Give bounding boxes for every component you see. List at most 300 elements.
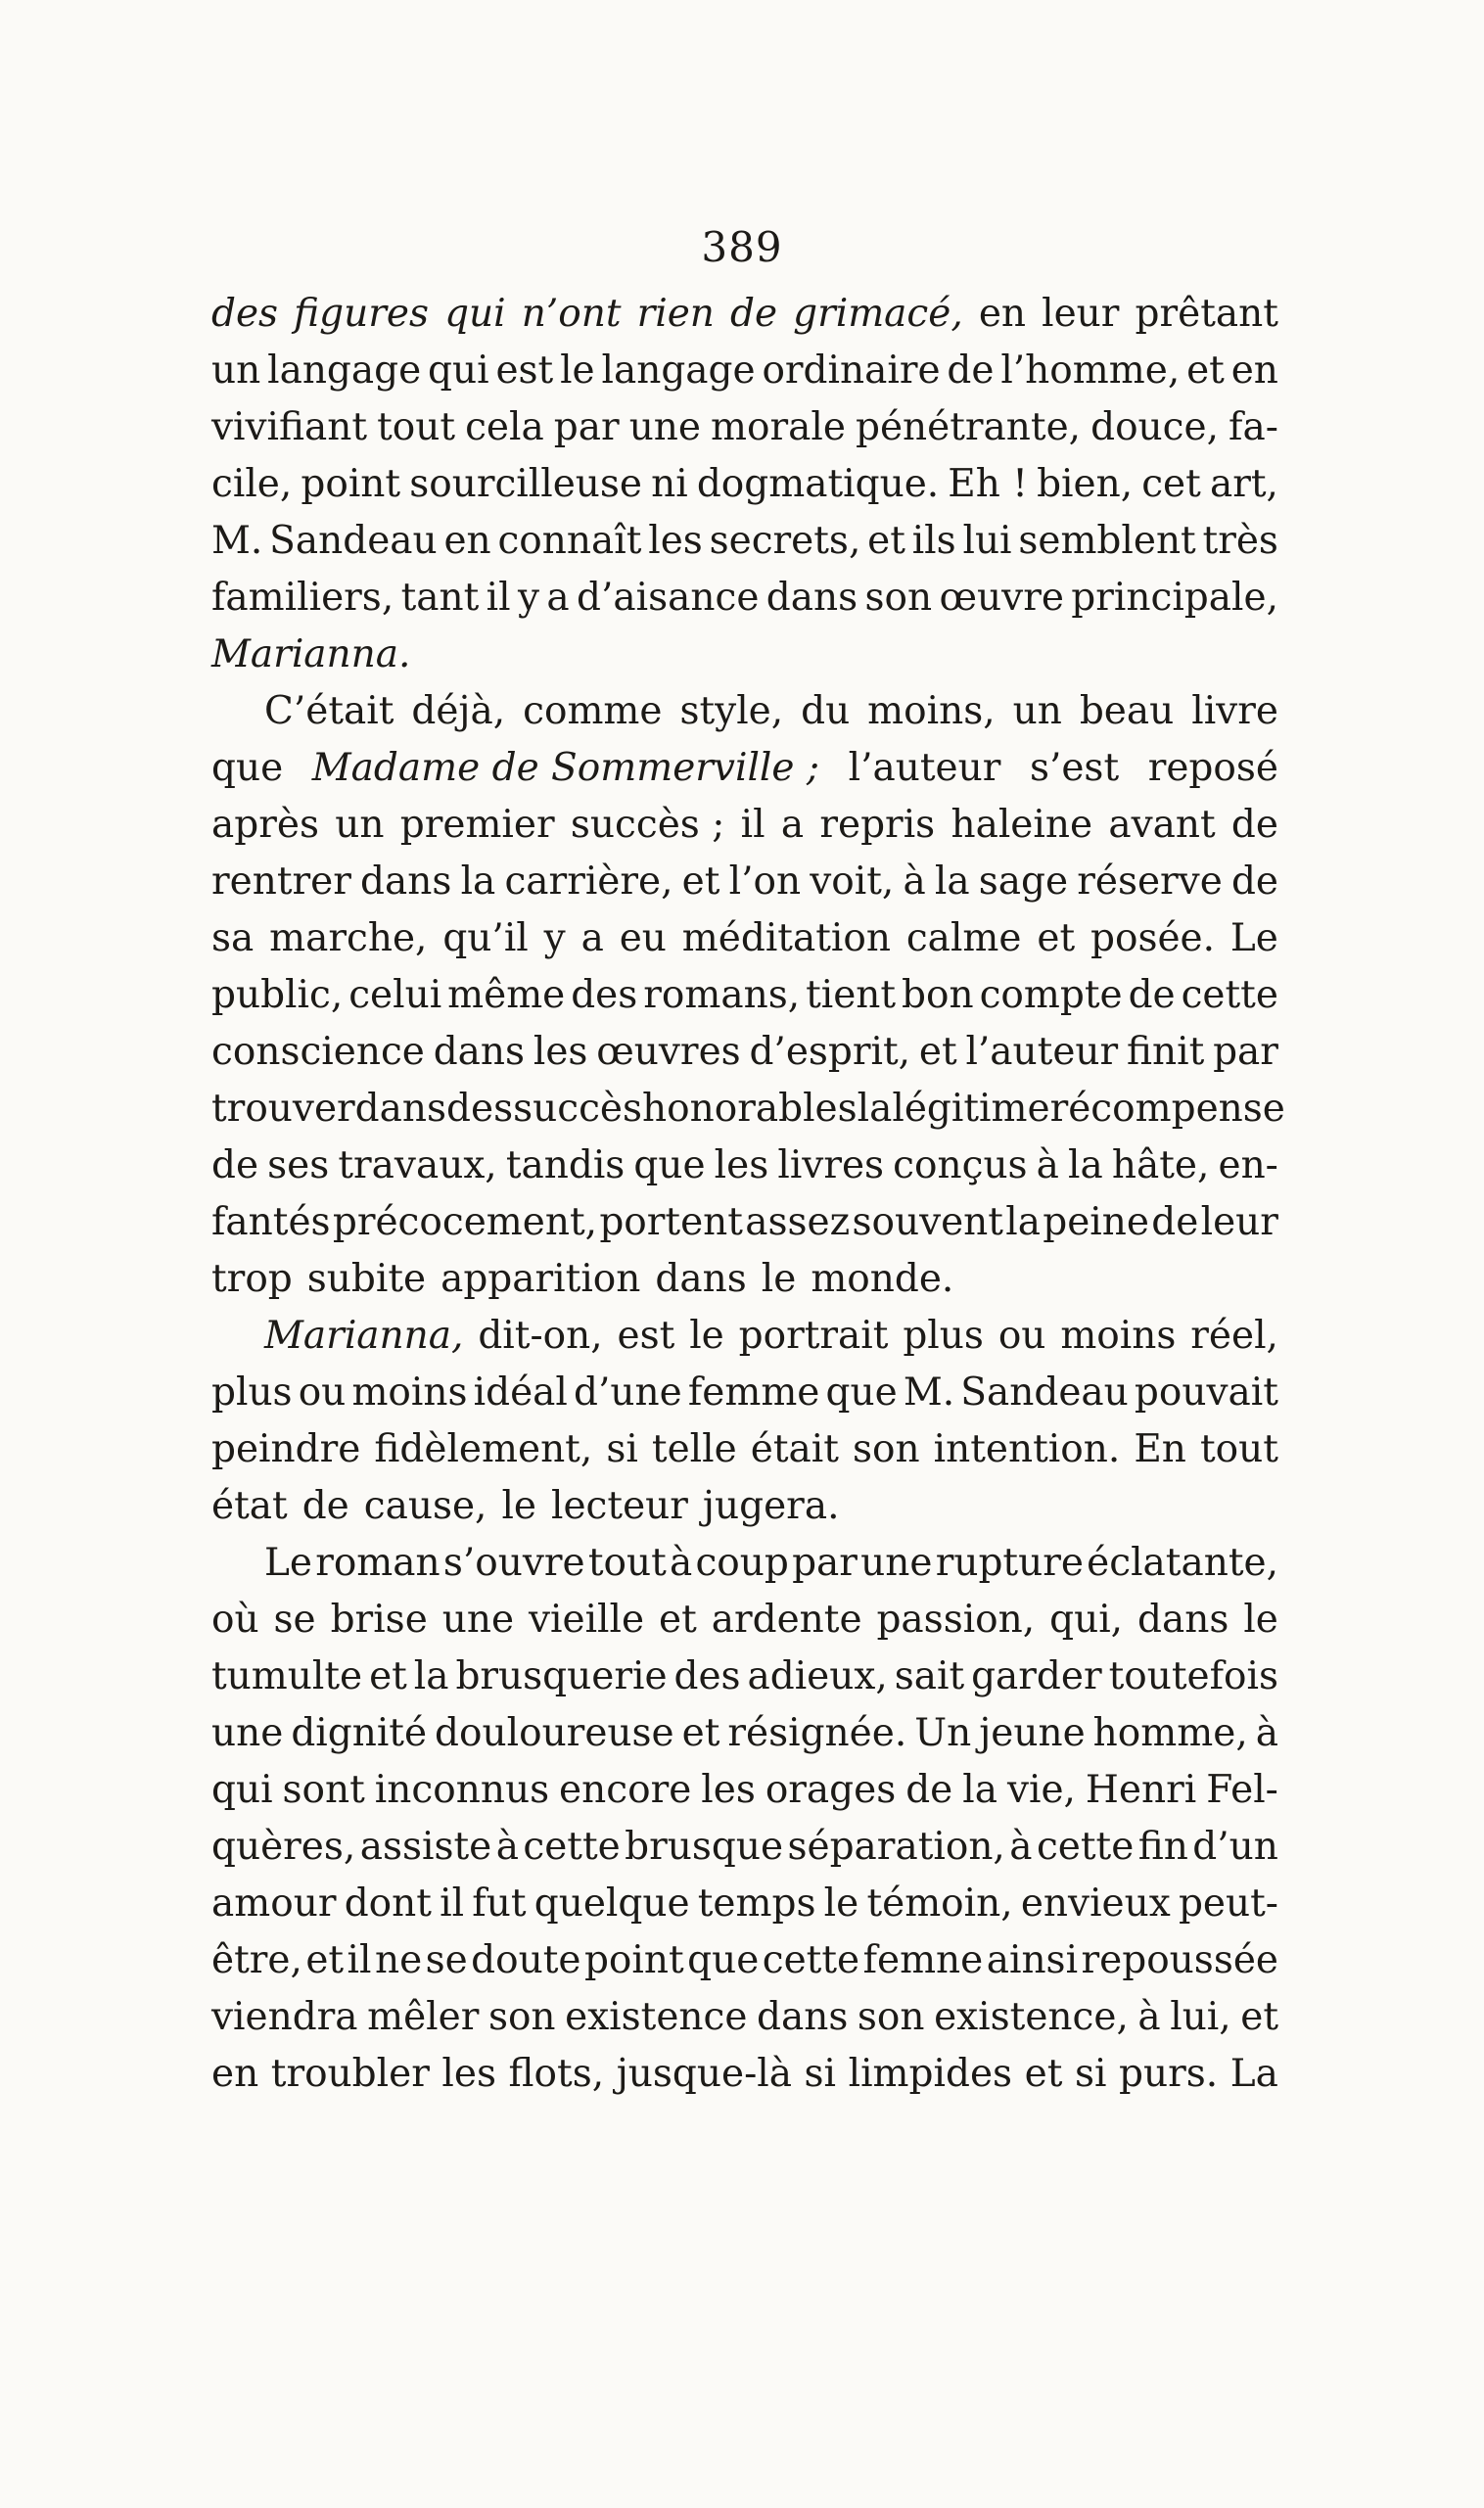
word: grimacé, [793, 292, 963, 336]
word: brusquerie [455, 1654, 668, 1698]
word: rupture [935, 1541, 1084, 1585]
word: en [978, 292, 1027, 336]
word: récompense [1049, 1087, 1285, 1131]
text-line [211, 1932, 1278, 1989]
word: Fel- [1206, 1768, 1278, 1812]
word: a [580, 916, 604, 960]
word: était [750, 1427, 839, 1471]
word: encore [559, 1768, 692, 1812]
word: toutefois [1108, 1654, 1278, 1698]
word: figures [294, 292, 429, 336]
text-line [211, 513, 1278, 570]
word: hâte, [1111, 1143, 1210, 1187]
word: connaît [497, 519, 642, 563]
word: et [918, 1030, 957, 1074]
word: sont [282, 1768, 365, 1812]
word: être, [211, 1938, 302, 1982]
word: fidèlement, [374, 1427, 593, 1471]
word: garder [971, 1654, 1102, 1698]
text-line [211, 1649, 1278, 1705]
word: peindre [211, 1427, 361, 1471]
word: assiste [359, 1825, 492, 1869]
word: les [714, 1143, 769, 1187]
word: limpides [848, 2052, 1013, 2096]
word: tant [400, 576, 480, 620]
word: M. [211, 519, 263, 563]
word: haleine [951, 803, 1093, 847]
word: finit [1127, 1030, 1205, 1074]
word: tout [587, 1541, 667, 1585]
word: de [947, 348, 995, 393]
word: plus [903, 1314, 984, 1358]
word: sait [894, 1654, 965, 1698]
word: livres [777, 1143, 885, 1187]
word: sage [978, 859, 1069, 904]
text-line [211, 1478, 1278, 1535]
word: la [1068, 1143, 1103, 1187]
word: et [1037, 916, 1076, 960]
word: en [443, 519, 491, 563]
word: dont [344, 1881, 432, 1926]
word: la [413, 1654, 449, 1698]
word: celui [348, 973, 442, 1017]
word: fut [472, 1881, 527, 1926]
word: sa [211, 916, 255, 960]
word: le [689, 1314, 724, 1358]
word: à [1009, 1825, 1033, 1869]
word: de [905, 1768, 953, 1812]
page-number: 389 [701, 223, 783, 271]
word: beau [1079, 689, 1175, 733]
word: la [934, 859, 970, 904]
text-line [211, 399, 1278, 456]
word: jusque-là [616, 2052, 792, 2096]
word: semblent [1018, 519, 1196, 563]
word: cile, [211, 462, 293, 506]
word: résignée. [727, 1711, 907, 1755]
text-line [211, 456, 1278, 513]
word: cette [1181, 973, 1278, 1017]
word: ou [298, 1370, 347, 1415]
word: l’homme, [1000, 348, 1181, 393]
word: Sandeau [269, 519, 438, 563]
word: une [211, 1711, 284, 1755]
word: troubler [270, 2052, 430, 2096]
word: cette [523, 1825, 621, 1869]
word: leur [1042, 292, 1120, 336]
text-line [211, 2046, 1278, 2103]
word: où [211, 1598, 259, 1642]
word: si [606, 1427, 638, 1471]
word: romans, [643, 973, 801, 1017]
word: œuvre [939, 576, 1064, 620]
word: envieux [1020, 1881, 1171, 1926]
word: en- [1218, 1143, 1278, 1187]
word: après [211, 803, 319, 847]
word: que [211, 746, 284, 790]
word: le [761, 1257, 797, 1301]
word: repoussée [1081, 1938, 1278, 1982]
word: roman [315, 1541, 441, 1585]
word: s’ouvre [442, 1541, 585, 1585]
word: que [687, 1938, 760, 1982]
word: et [369, 1654, 407, 1698]
text-line [211, 797, 1278, 854]
word: de [729, 292, 778, 336]
text-line [211, 1251, 1278, 1308]
word: inconnus [374, 1768, 550, 1812]
text-line [211, 1308, 1278, 1365]
word: mêler [367, 1995, 480, 2039]
word: tout [1199, 1427, 1278, 1471]
word: jugera. [702, 1484, 840, 1528]
word: une [860, 1541, 933, 1585]
word: de [1230, 803, 1278, 847]
word: viendra [211, 1995, 358, 2039]
text-line [211, 1819, 1278, 1876]
word: repris [819, 803, 936, 847]
word: la [1005, 1200, 1041, 1244]
word: brusque [625, 1825, 784, 1869]
word: souvent [852, 1200, 1003, 1244]
word: sourcilleuse [409, 462, 643, 506]
text-line [211, 627, 1278, 683]
text-line [211, 286, 1278, 343]
word: cet [1141, 462, 1201, 506]
word: adieux, [747, 1654, 888, 1698]
word: témoin, [866, 1881, 1013, 1926]
text-line [211, 570, 1278, 627]
text-line [211, 1989, 1278, 2046]
word: brise [330, 1598, 428, 1642]
word: la [857, 1087, 893, 1131]
word: dit-on, [478, 1314, 603, 1358]
word: honorables [642, 1087, 858, 1131]
word: à [1036, 1143, 1059, 1187]
word: secrets, [709, 519, 861, 563]
word: par [553, 405, 620, 449]
word: passion, [876, 1598, 1036, 1642]
word: du [801, 689, 851, 733]
word: portrait [738, 1314, 889, 1358]
word: lecteur [551, 1484, 688, 1528]
word: ses [267, 1143, 330, 1187]
word: eu [619, 916, 667, 960]
word: fa- [1229, 405, 1278, 449]
word: à [670, 1541, 693, 1585]
text-line [211, 1024, 1278, 1081]
word: intention. [933, 1427, 1121, 1471]
word: qui [428, 348, 489, 393]
word: dans [433, 1030, 526, 1074]
word: voit, [810, 859, 895, 904]
word: l’on [728, 859, 802, 904]
word: ne [374, 1938, 423, 1982]
word: dignité [291, 1711, 428, 1755]
word: légitime [892, 1087, 1050, 1131]
word: vie, [1006, 1768, 1076, 1812]
word: et [1024, 2052, 1063, 2096]
word: et [867, 519, 905, 563]
word: n’ont [521, 292, 622, 336]
word: art, [1209, 462, 1278, 506]
text-line [211, 1081, 1285, 1138]
word: un [335, 803, 385, 847]
word: que [825, 1370, 898, 1415]
word: tient [806, 973, 897, 1017]
word: les [533, 1030, 588, 1074]
word: bien, [1037, 462, 1134, 506]
word: le [501, 1484, 536, 1528]
word: Un [914, 1711, 972, 1755]
word: peut- [1178, 1881, 1278, 1926]
word: ou [997, 1314, 1046, 1358]
word: trouver [211, 1087, 355, 1131]
word: idéal [473, 1370, 568, 1415]
word: ordinaire [762, 348, 941, 393]
word: livre [1191, 689, 1278, 733]
word: succès [513, 1087, 643, 1131]
word: les [648, 519, 703, 563]
word: si [1074, 2052, 1107, 2096]
word: carrière, [504, 859, 673, 904]
word: purs. [1119, 2052, 1219, 2096]
word: rentrer [211, 859, 351, 904]
word: ainsi [986, 1938, 1079, 1982]
word: posée. [1090, 916, 1216, 960]
word: de [1151, 1200, 1199, 1244]
word: d’une [574, 1370, 682, 1415]
word: reposé [1147, 746, 1278, 790]
word: qu’il [442, 916, 529, 960]
word: pouvait [1134, 1370, 1278, 1415]
word: un [211, 348, 261, 393]
word: des [446, 1087, 514, 1131]
word: des [211, 292, 279, 336]
word: public, [211, 973, 344, 1017]
word: son [487, 1995, 556, 2039]
word: et [659, 1598, 697, 1642]
word: dogmatique. [696, 462, 940, 506]
text-line [211, 683, 1278, 740]
word: des [571, 973, 638, 1017]
word: et [1240, 1995, 1278, 2039]
word: une [628, 405, 702, 449]
word: la [962, 1768, 997, 1812]
word: fantés [211, 1200, 331, 1244]
word: et [305, 1938, 345, 1982]
word: d’aisance [577, 576, 760, 620]
word: tout [377, 405, 456, 449]
word: M. [903, 1370, 955, 1415]
word: style, [679, 689, 784, 733]
word: flots, [508, 2052, 605, 2096]
word: calme [905, 916, 1022, 960]
word: son [857, 1995, 925, 2039]
word: homme, [1092, 1711, 1248, 1755]
word: assez [745, 1200, 851, 1244]
word: quelque [533, 1881, 690, 1926]
word: succès ; [570, 803, 725, 847]
word: ni [651, 462, 688, 506]
word: Marianna. [211, 632, 411, 676]
text-line [211, 1762, 1278, 1819]
word: point [301, 462, 401, 506]
word: tandis [505, 1143, 626, 1187]
word: dans [757, 1995, 849, 2039]
word: son [864, 576, 933, 620]
word: lui, [1170, 1995, 1231, 2039]
text-line [211, 740, 1278, 797]
word: de [1128, 973, 1176, 1017]
word: existence, [934, 1995, 1129, 2039]
word: que [633, 1143, 706, 1187]
word: langage [267, 348, 422, 393]
word: méditation [681, 916, 891, 960]
word: compte [979, 973, 1123, 1017]
word: vivifiant [211, 405, 368, 449]
word: C’était [264, 689, 394, 733]
word: apparition [441, 1257, 641, 1301]
word: ardente [711, 1598, 862, 1642]
word: conçus [893, 1143, 1028, 1187]
word: le [1243, 1598, 1278, 1642]
word: subite [306, 1257, 427, 1301]
word: En [1134, 1427, 1186, 1471]
word: s’est [1029, 746, 1120, 790]
word: trop [211, 1257, 293, 1301]
word: œuvres [596, 1030, 741, 1074]
word: Marianna, [264, 1314, 464, 1358]
word: ils [911, 519, 956, 563]
word: le [823, 1881, 859, 1926]
word: dans [655, 1257, 747, 1301]
word: à [1137, 1995, 1161, 2039]
word: en [1230, 348, 1278, 393]
word: douloureuse [435, 1711, 674, 1755]
word: y [543, 916, 566, 960]
word: vieille [528, 1598, 645, 1642]
word: par [1213, 1030, 1278, 1074]
word: il [347, 1938, 372, 1982]
text-line [211, 1535, 1278, 1592]
text-line [211, 1592, 1278, 1649]
word: précocement, [332, 1200, 598, 1244]
word: réserve [1077, 859, 1223, 904]
word: comme [523, 689, 663, 733]
text-line [211, 1705, 1278, 1762]
word: de [301, 1484, 349, 1528]
word: en [211, 2052, 259, 2096]
word: pénétrante, [856, 405, 1082, 449]
word: moins, [867, 689, 996, 733]
word: femme [687, 1370, 820, 1415]
word: amour [211, 1881, 337, 1926]
word: doute [471, 1938, 581, 1982]
word: telle [651, 1427, 737, 1471]
word: le [560, 348, 595, 393]
word: son [852, 1427, 920, 1471]
word: a [546, 576, 570, 620]
word: un [1012, 689, 1062, 733]
word: cela [465, 405, 544, 449]
word: à [903, 859, 926, 904]
word: si [804, 2052, 837, 2096]
body-text [211, 286, 1285, 2103]
word: les [701, 1768, 756, 1812]
word: qui [444, 292, 506, 336]
word: avant [1108, 803, 1216, 847]
word: conscience [211, 1030, 425, 1074]
word: l’auteur [848, 746, 1001, 790]
word: rien [636, 292, 715, 336]
word: premier [399, 803, 555, 847]
word: des [673, 1654, 741, 1698]
word: familiers, [211, 576, 394, 620]
word: la [460, 859, 496, 904]
text-line [211, 967, 1278, 1024]
word: réel, [1190, 1314, 1278, 1358]
word: Sandeau [960, 1370, 1129, 1415]
word: langage [601, 348, 756, 393]
word: Henri [1085, 1768, 1197, 1812]
text-line [211, 1876, 1278, 1932]
word: très [1202, 519, 1278, 563]
word: orages [765, 1768, 897, 1812]
word: Eh ! [948, 462, 1028, 506]
word: déjà, [411, 689, 506, 733]
word: à [495, 1825, 519, 1869]
word: existence [565, 1995, 748, 2039]
word: fin [1137, 1825, 1188, 1869]
text-line [211, 854, 1278, 910]
word: il [740, 803, 765, 847]
word: l’auteur [965, 1030, 1119, 1074]
word: quères, [211, 1825, 356, 1869]
word: bon [902, 973, 974, 1017]
word: cette [1036, 1825, 1135, 1869]
word: de [211, 1143, 259, 1187]
word: se [425, 1938, 468, 1982]
word: travaux, [338, 1143, 497, 1187]
word: jeune [979, 1711, 1086, 1755]
word: moins [351, 1370, 468, 1415]
word: et [681, 859, 720, 904]
text-line [211, 910, 1278, 967]
word: plus [211, 1370, 293, 1415]
word: marche, [269, 916, 428, 960]
word: temps [697, 1881, 816, 1926]
word: femne [862, 1938, 984, 1982]
word: y [517, 576, 540, 620]
word: il [440, 1881, 465, 1926]
text-line [211, 1421, 1278, 1478]
word: dans [354, 1087, 447, 1131]
word: morale [711, 405, 846, 449]
word: de [1230, 859, 1278, 904]
word: lui [962, 519, 1012, 563]
word: d’un [1192, 1825, 1278, 1869]
word: a [780, 803, 805, 847]
word: tumulte [211, 1654, 363, 1698]
word: cette [762, 1938, 860, 1982]
word: séparation, [787, 1825, 1005, 1869]
word: est [495, 348, 554, 393]
word: d’esprit, [749, 1030, 911, 1074]
word: peine [1043, 1200, 1149, 1244]
word: à [1255, 1711, 1278, 1755]
word: et [681, 1711, 720, 1755]
